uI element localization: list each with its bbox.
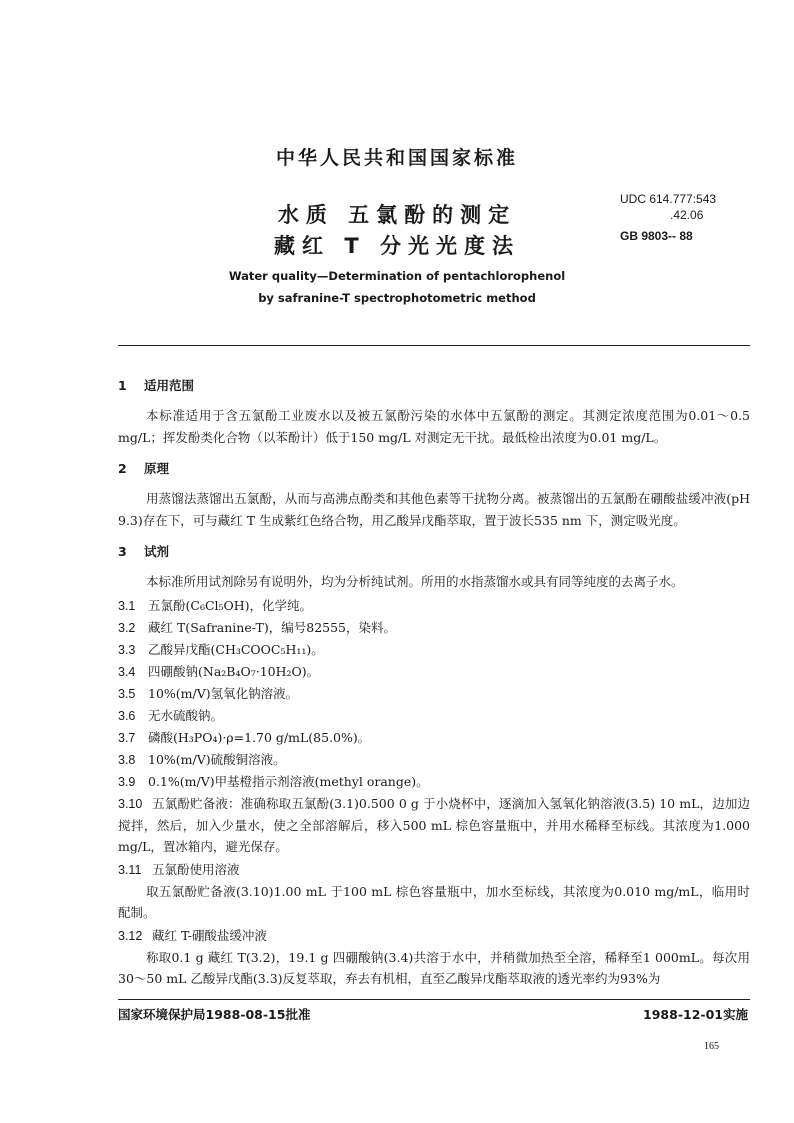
udc-line2: .42.06 — [670, 208, 704, 222]
approval-note: 国家环境保护局1988-08-15批准 — [118, 1007, 311, 1022]
item-number: 3.12 — [118, 928, 143, 943]
section-3-heading — [118, 539, 750, 565]
item-number: 3.8 — [118, 752, 136, 767]
reagent-item-3-11-paragraph: 取五氯酚贮备液(3.10)1.00 mL 于100 mL 棕色容量瓶中，加水至标线，其浓度为0.010 mg/mL，临用时配制。 — [118, 883, 750, 920]
item-number: 3.1 — [118, 598, 136, 613]
reagent-item — [118, 617, 750, 639]
implementation-date: 1988-12-01实施 — [643, 1007, 748, 1022]
page-number: 165 — [704, 1041, 719, 1052]
reagent-item — [118, 771, 750, 793]
item-number: 3.3 — [118, 642, 136, 657]
section-2-title: 原理 — [144, 461, 170, 476]
item-text: 乙酸异戊酯(CH₃COOC₅H₁₁)。 — [148, 641, 324, 657]
standard-title-line1: 水质 五氯酚的测定 — [277, 203, 517, 227]
section-3-title: 试剂 — [144, 544, 170, 559]
section-2-number: 2 — [118, 461, 127, 476]
item-text: 0.1%(m/V)甲基橙指示剂溶液(methyl orange)。 — [148, 773, 429, 789]
reagent-item — [118, 705, 750, 727]
item-number: 3.9 — [118, 774, 136, 789]
national-standard-heading: 中华人民共和国国家标准 — [275, 147, 518, 169]
gb-number: GB 9803-- 88 — [620, 229, 693, 243]
section-1-heading — [118, 373, 750, 399]
english-title — [0, 265, 794, 309]
item-text: 磷酸(H₃PO₄)·ρ=1.70 g/mL(85.0%)。 — [148, 729, 371, 745]
item-number: 3.2 — [118, 620, 136, 635]
item-text: 五氯酚贮备液：准确称取五氯酚(3.1)0.500 0 g 于小烧杯中，逐滴加入氢氧化钠溶液(3.5) 10 mL，边加边搅拌，然后，加入少量水，使之全部溶解后，移入500 mL 棕色容量瓶中，并用水稀释至标线。其浓度为1.000 mg/L，置冰箱内，避光保存。 — [118, 795, 750, 854]
section-1-paragraph: 本标准适用于含五氯酚工业废水以及被五氯酚污染的水体中五氯酚的测定。其测定浓度范围为0.01～0.5 mg/L；挥发酚类化合物（以苯酚计）低于150 mg/L 对测定无干扰。最低检出浓度为0.01 mg/L。 — [118, 408, 750, 445]
item-number: 3.4 — [118, 664, 136, 679]
item-number: 3.5 — [118, 686, 136, 701]
english-title-line2: by safranine-T spectrophotometric method — [258, 291, 536, 305]
item-text: 四硼酸钠(Na₂B₄O₇·10H₂O)。 — [148, 663, 320, 679]
reagent-item — [118, 595, 750, 617]
item-text: 藏红 T-硼酸盐缓冲液 — [152, 927, 267, 943]
reagent-item — [118, 727, 750, 749]
item-text: 五氯酚使用溶液 — [152, 861, 240, 877]
standard-title-line2: 藏红 T 分光光度法 — [274, 234, 520, 258]
section-1-number: 1 — [118, 378, 127, 393]
reagent-item — [118, 639, 750, 661]
document-body — [118, 373, 750, 991]
item-number: 3.7 — [118, 730, 136, 745]
reagent-item — [118, 683, 750, 705]
item-text: 五氯酚(C₆Cl₅OH)，化学纯。 — [148, 597, 313, 613]
item-text: 10%(m/V)氢氧化钠溶液。 — [148, 685, 299, 701]
item-number: 3.10 — [118, 796, 143, 811]
reagent-item-3-11 — [118, 859, 750, 881]
section-3-paragraph: 本标准所用试剂除另有说明外，均为分析纯试剂。所用的水指蒸馏水或具有同等纯度的去离子水。 — [146, 574, 684, 589]
udc-code — [620, 191, 716, 223]
item-number: 3.11 — [118, 862, 142, 877]
udc-line1: UDC 614.777:543 — [620, 192, 717, 206]
section-2-heading — [118, 456, 750, 482]
header-divider — [118, 345, 750, 346]
section-1-title: 适用范围 — [144, 378, 195, 393]
item-text: 无水硫酸钠。 — [148, 707, 224, 723]
reagent-item-3-10 — [118, 793, 750, 857]
item-text: 藏红 T(Safranine-T)，编号82555，染料。 — [148, 619, 397, 635]
section-2-paragraph: 用蒸馏法蒸馏出五氯酚，从而与高沸点酚类和其他色素等干扰物分离。被蒸馏出的五氯酚在硼酸盐缓冲液(pH 9.3)存在下，可与藏红 T 生成紫红色络合物，用乙酸异戊酯萃取，置于波长535 nm 下，测定吸光度。 — [118, 491, 750, 528]
reagent-item — [118, 749, 750, 771]
reagent-item — [118, 661, 750, 683]
reagent-item-3-12-paragraph: 称取0.1 g 藏红 T(3.2)，19.1 g 四硼酸钠(3.4)共溶于水中，并稍微加热至全溶，稀释至1 000mL。每次用30～50 mL 乙酸异戊酯(3.3)反复萃取，弃去有机相，直至乙酸异戊酯萃取液的透光率约为93%为 — [118, 949, 750, 986]
item-text: 10%(m/V)硫酸铜溶液。 — [148, 751, 286, 767]
item-number: 3.6 — [118, 708, 136, 723]
reagent-item-3-12 — [118, 925, 750, 947]
section-3-number: 3 — [118, 544, 127, 559]
english-title-line1: Water quality—Determination of pentachlorophenol — [228, 269, 566, 283]
footer-divider — [118, 999, 750, 1000]
